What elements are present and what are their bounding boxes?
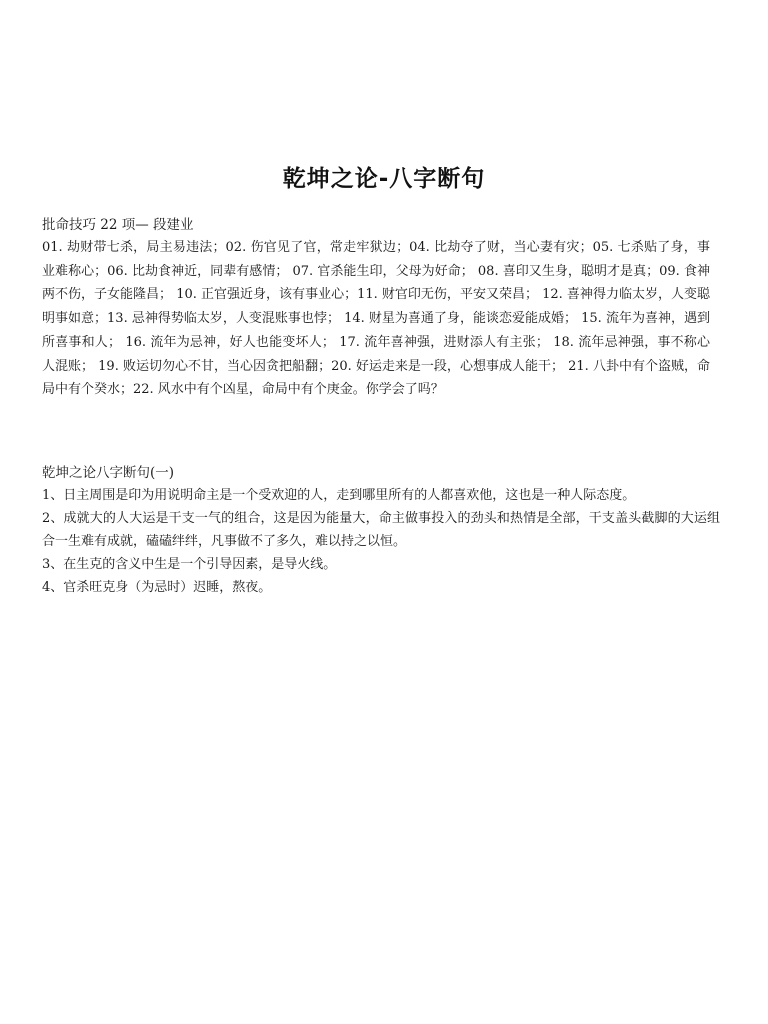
section-batch-techniques [42, 215, 710, 402]
list-item: 1、日主周围是印为用说明命主是一个受欢迎的人，走到哪里所有的人都喜欢他，这也是一种人际态度。 [42, 488, 636, 503]
document-title: 乾坤之论-八字断句 [282, 166, 486, 192]
list-item: 3、在生克的含义中生是一个引导因素，是导火线。 [42, 557, 337, 572]
list-item: 4、官杀旺克身（为忌时）迟睡，熬夜。 [42, 580, 272, 595]
section-body-paragraph: 01. 劫财带七杀，局主易违法；02. 伤官见了官，常走牢狱边；04. 比劫夺了财，当心妻有灾；05. 七杀贴了身，事业难称心；06. 比劫食神近，同辈有感情； 07. 官杀能生印，父母为好命； 08. 喜印又生身，聪明才是真；09. 食神两不伤，子女能隆昌； 10. 正官强近身，该有事业心；11. 财官印无伤，平安又荣昌； 12. 喜神得力临太岁，人变聪明事如意；13. 忌神得势临太岁，人变混账事也悖； 14. 财星为喜通了身，能谈恋爱能成婚； 15. 流年为喜神，遇到所喜事和人； 16. 流年为忌神，好人也能变坏人； 17. 流年喜神强，进财添人有主张； 18. 流年忌神强，事不称心人混账； 19. 败运切勿心不甘，当心因贪把船翻；20. 好运走来是一段，心想事成人能干； 21. 八卦中有个盗贼，命局中有个癸水；22. 风水中有个凶星，命局中有个庚金。你学会了吗？ [42, 240, 710, 398]
section-heading: 乾坤之论八字断句(一) [42, 465, 175, 481]
section-heading: 批命技巧 22 项— 段建业 [42, 217, 194, 233]
list-item: 2、成就大的人大运是干支一气的组合，这是因为能量大，命主做事投入的劲头和热情是全部，干支盖头截脚的大运组合一生难有成就，磕磕绊绊，凡事做不了多久，难以持之以恒。 [42, 511, 720, 549]
section-bazi-sentences [42, 463, 720, 599]
